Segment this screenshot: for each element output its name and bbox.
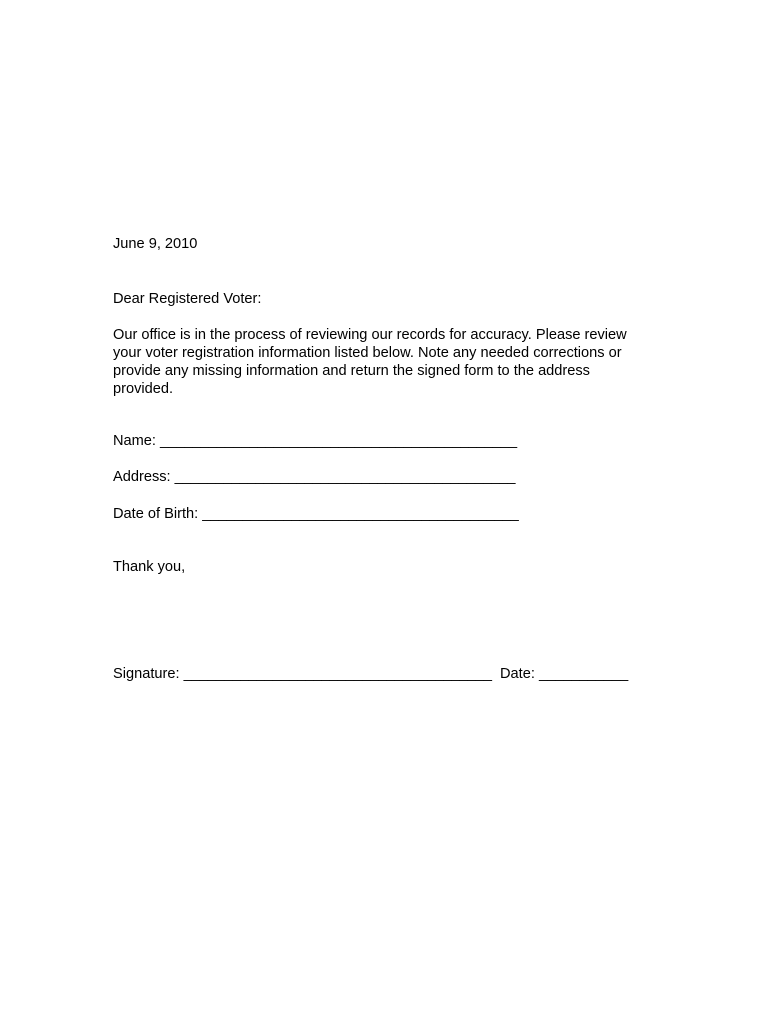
body-line: your voter registration information listed below. Note any needed corrections or — [113, 345, 622, 361]
body-line: Our office is in the process of reviewing our records for accuracy. Please review — [113, 327, 627, 343]
body-paragraph — [113, 326, 673, 398]
signature-field: Signature: ______________________________________ — [113, 666, 493, 682]
body-line: provide any missing information and return the signed form to the address — [113, 363, 590, 379]
signature-date-field: Date: ___________ — [500, 666, 629, 682]
closing: Thank you, — [113, 559, 186, 575]
name-field: Name: ____________________________________________ — [113, 433, 518, 449]
address-field: Address: __________________________________________ — [113, 469, 516, 485]
signature-row — [113, 665, 628, 683]
letter-date: June 9, 2010 — [113, 236, 198, 252]
salutation: Dear Registered Voter: — [113, 291, 262, 307]
date-of-birth-field: Date of Birth: _______________________________________ — [113, 506, 519, 522]
body-line: provided. — [113, 381, 174, 397]
